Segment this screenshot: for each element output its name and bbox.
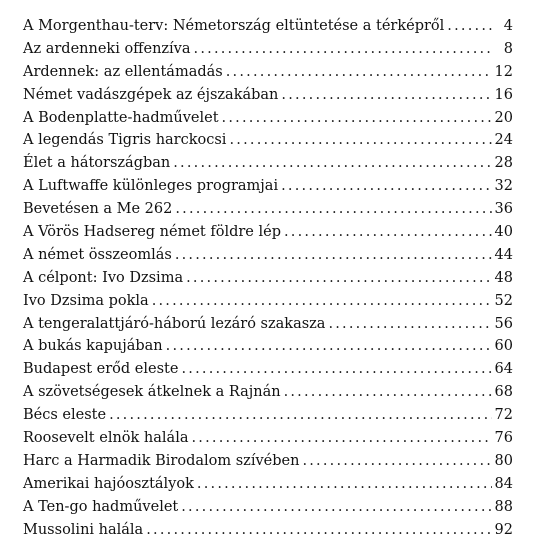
toc-entry-page: 52 <box>494 292 513 309</box>
toc-entry <box>23 450 513 473</box>
toc-entry-page: 12 <box>494 63 513 80</box>
toc-entry-page: 36 <box>494 201 513 218</box>
toc-entry-page: 72 <box>494 407 513 424</box>
toc-entry-page: 88 <box>494 498 513 515</box>
toc-entry <box>23 519 513 542</box>
toc-entry <box>23 84 513 107</box>
dot-leader <box>284 221 492 244</box>
dot-leader <box>109 404 491 427</box>
toc-entry-title: Német vadászgépek az éjszakában <box>23 86 279 103</box>
toc-entry <box>23 198 513 221</box>
toc-entry-page: 4 <box>503 18 513 34</box>
toc-entry-page: 48 <box>494 269 513 286</box>
toc-entry-page: 84 <box>494 475 513 492</box>
toc-entry <box>23 427 513 450</box>
toc-entry-page: 80 <box>494 452 513 469</box>
toc-entry <box>23 335 513 358</box>
dot-leader <box>447 15 492 38</box>
dot-leader <box>146 519 491 542</box>
toc-entry-title: A Bodenplatte-hadművelet <box>23 109 219 126</box>
toc-entry-title: A szövetségesek átkelnek a Rajnán <box>23 384 281 401</box>
toc-entry <box>23 152 513 175</box>
toc-entry-page: 28 <box>494 155 513 172</box>
toc-entry <box>23 313 513 336</box>
toc-entry-title: Bevetésen a Me 262 <box>23 201 173 218</box>
dot-leader <box>302 450 491 473</box>
toc-entry-page: 24 <box>494 132 513 149</box>
toc-entry-title: A célpont: Ivo Dzsima <box>23 269 184 286</box>
dot-leader <box>222 107 492 130</box>
toc-entry-page: 20 <box>494 109 513 126</box>
dot-leader <box>166 335 492 358</box>
toc-entry <box>23 496 513 519</box>
toc-entry-title: A Luftwaffe különleges programjai <box>23 178 279 195</box>
dot-leader <box>328 313 491 336</box>
toc-entry-title: Roosevelt elnök halála <box>23 430 189 447</box>
toc-entry-page: 76 <box>494 430 513 447</box>
toc-entry <box>23 15 513 38</box>
toc-entry-title: A Vörös Hadsereg német földre lép <box>23 224 281 241</box>
dot-leader <box>281 175 491 198</box>
toc-entry-page: 64 <box>494 361 513 378</box>
toc-entry <box>23 358 513 381</box>
toc-entry-page: 92 <box>494 521 513 538</box>
toc-entry-title: Ardennek: az ellentámadás <box>23 63 223 80</box>
toc-entry-page: 40 <box>494 224 513 241</box>
toc-entry-title: A német összeomlás <box>23 246 172 263</box>
toc-entry-title: Az ardenneki offenzíva <box>23 40 191 57</box>
toc-entry <box>23 107 513 130</box>
table-of-contents <box>23 15 513 541</box>
toc-entry-title: Budapest erőd eleste <box>23 361 179 378</box>
toc-entry-page: 44 <box>494 246 513 263</box>
toc-entry <box>23 129 513 152</box>
toc-entry-page: 68 <box>494 384 513 401</box>
toc-entry-title: A legendás Tigris harckocsi <box>23 132 227 149</box>
toc-entry-title: Élet a hátországban <box>23 155 171 172</box>
dot-leader <box>197 473 492 496</box>
dot-leader <box>173 152 491 175</box>
toc-entry-title: Bécs eleste <box>23 407 107 424</box>
dot-leader <box>175 198 491 221</box>
toc-entry-title: A Morgenthau-terv: Németország eltüntetése a térképről <box>23 18 445 34</box>
dot-leader <box>181 358 491 381</box>
toc-entry-title: A bukás kapujában <box>23 338 163 355</box>
toc-entry <box>23 244 513 267</box>
toc-entry-page: 56 <box>494 315 513 332</box>
toc-entry-page: 8 <box>503 40 513 57</box>
toc-entry-title: A Ten-go hadművelet <box>23 498 179 515</box>
toc-entry <box>23 175 513 198</box>
toc-entry <box>23 61 513 84</box>
dot-leader <box>175 244 492 267</box>
toc-entry-title: Mussolini halála <box>23 521 144 538</box>
dot-leader <box>284 381 492 404</box>
dot-leader <box>194 38 492 61</box>
toc-entry-page: 32 <box>494 178 513 195</box>
toc-entry <box>23 221 513 244</box>
toc-entry <box>23 404 513 427</box>
dot-leader <box>191 427 491 450</box>
toc-entry-title: Harc a Harmadik Birodalom szívében <box>23 452 300 469</box>
toc-entry-title: Ivo Dzsima pokla <box>23 292 149 309</box>
toc-entry <box>23 381 513 404</box>
dot-leader <box>229 129 491 152</box>
toc-entry <box>23 38 513 61</box>
toc-entry <box>23 267 513 290</box>
toc-entry-title: Amerikai hajóosztályok <box>23 475 194 492</box>
dot-leader <box>186 267 491 290</box>
dot-leader <box>181 496 491 519</box>
toc-entry-title: A tengeralattjáró-háború lezáró szakasza <box>23 315 326 332</box>
toc-entry <box>23 473 513 496</box>
dot-leader <box>152 290 492 313</box>
toc-entry-page: 60 <box>494 338 513 355</box>
toc-entry-page: 16 <box>494 86 513 103</box>
dot-leader <box>281 84 491 107</box>
toc-entry <box>23 290 513 313</box>
dot-leader <box>226 61 492 84</box>
